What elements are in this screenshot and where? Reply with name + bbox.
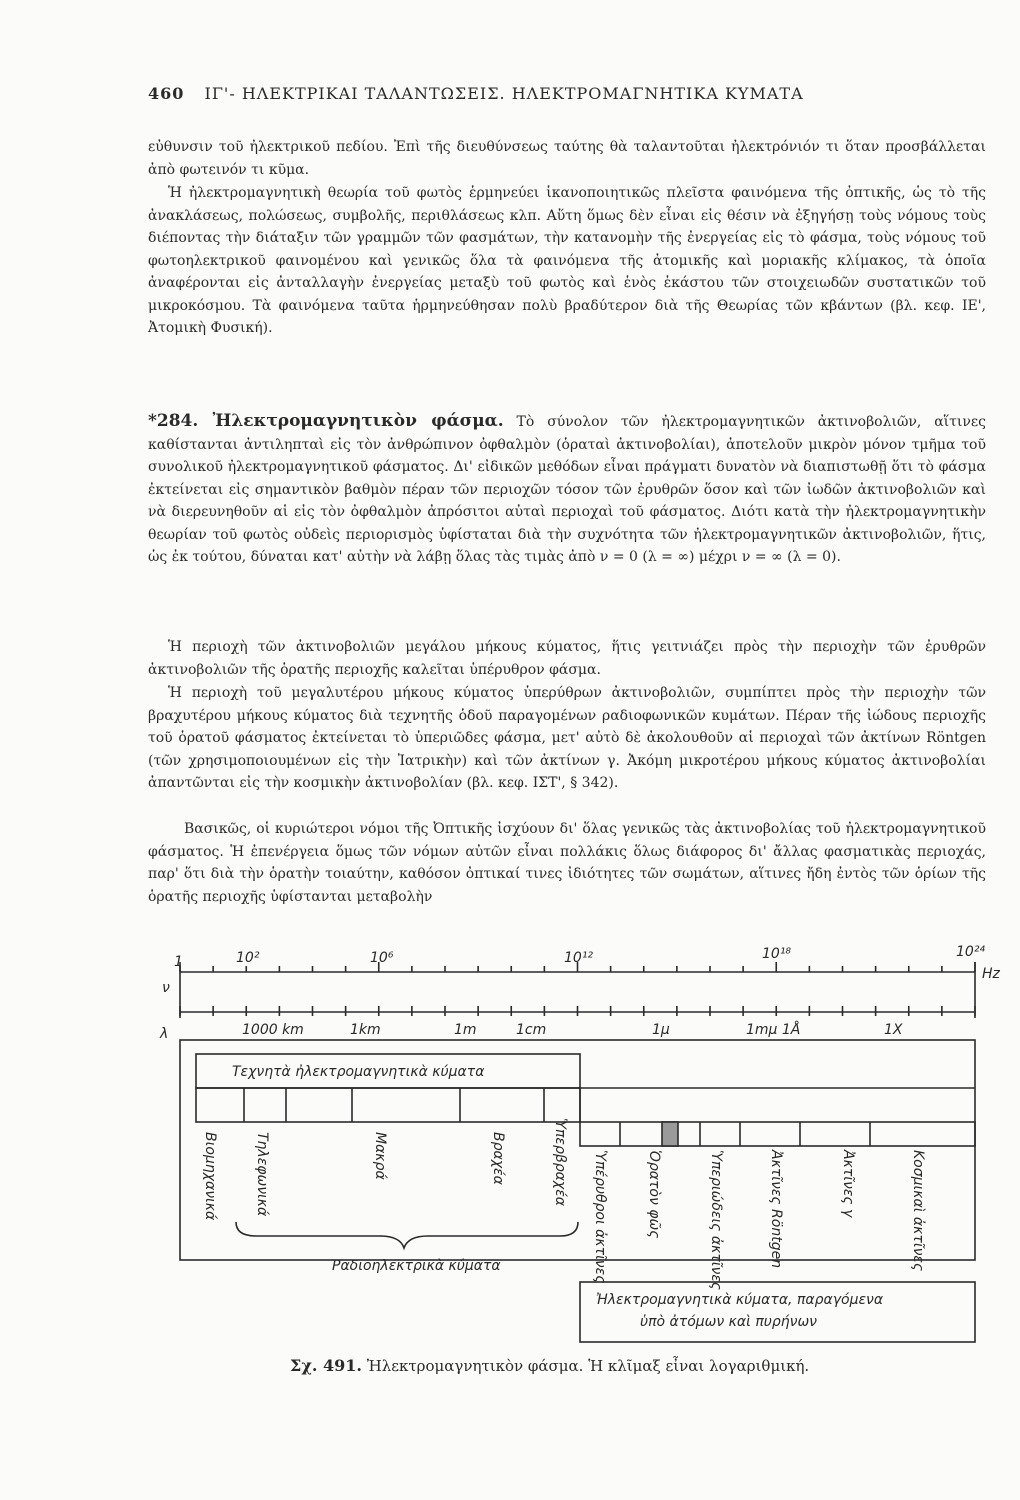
atomic-band-label-1: Ἠλεκτρομαγνητικὰ κύματα, παραγόμενα: [596, 1292, 884, 1308]
wl-label-1cm: 1cm: [516, 1022, 547, 1038]
radio-band-label: Ραδιοηλεκτρικὰ κύματα: [332, 1258, 501, 1274]
atomic-band-label-2: ὑπὸ ἀτόμων καὶ πυρήνων: [640, 1314, 817, 1330]
region-infrared: Ὑπέρυθροι ἀκτῖνες: [592, 1150, 608, 1284]
paragraph-5: Ἡ περιοχὴ τοῦ μεγαλυτέρου μήκους κύματος ὑπερύθρων ἀκτινοβολιῶν, συμπίπτει πρὸς τὴν περιοχὴν τῶν βραχυτέρου μήκους κύματος διὰ τεχνητῆς ὁδοῦ παραγομένων ραδιοφωνικῶν κυμάτων. Πέραν τῆς ἰώδους περιοχῆς τοῦ ὁρατοῦ φάσματος ἐκτείνεται τὸ ὑπεριῶδες φάσμα, μετ' αὐτὸ δὲ ἀκολουθοῦν αἱ περιοχαὶ τῶν ἀκτίνων Röntgen (τῶν χρησιμοποιουμένων εἰς τὴν Ἰατρικὴν) καὶ τῶν ἀκτίνων γ. Ἀκόμη μικροτέρου μήκους κύματος ἀκτινοβολίαι ἀπαντῶνται εἰς τὴν κοσμικὴν ἀκτινοβολίαν (βλ. κεφ. ΙΣΤ', § 342).: [148, 685, 986, 791]
paragraph-3: Τὸ σύνολον τῶν ἠλεκτρομαγνητικῶν ἀκτινοβολιῶν, αἵτινες καθίστανται ἀντιληπταὶ εἰς τὸν ἀνθρώπινον ὀφθαλμὸν (ὁραταὶ ἀκτινοβολίαι), ἀποτελοῦν μικρὸν μόνον τμῆμα τοῦ συνολικοῦ ἠλεκτρομαγνητικοῦ φάσματος. Δι' εἰδικῶν μεθόδων εἶναι πράγματι δυνατὸν νὰ διαπιστωθῇ ὅτι τὸ φάσμα ἐκτείνεται εἰς σημαντικὸν βαθμὸν πέραν τῶν περιοχῶν τόσον τῶν ἐρυθρῶν ὅσον καὶ τῶν ἰωδῶν ἀκτινοβολιῶν καὶ νὰ διερευνηθοῦν αἱ εἰς τὸν ὀφθαλμὸν ἀπρόσιτοι αὐταὶ περιοχαὶ τοῦ φάσματος. Διότι κατὰ τὴν ἠλεκτρομαγνητικὴν θεωρίαν τοῦ φωτὸς οὐδεὶς περιορισμὸς ὑφίσταται διὰ τὴν συχνότητα τῶν ἠλεκτρομαγνητικῶν ἀκτινοβολιῶν, ἥτις, ὡς ἐκ τούτου, δύναται κατ' αὐτὴν νὰ λάβῃ ὅλας τὰς τιμὰς ἀπὸ ν = 0 (λ = ∞) μέχρι ν = ∞ (λ = 0).: [148, 414, 987, 565]
wl-label-1mu: 1μ: [652, 1022, 670, 1038]
paragraph-4: Ἡ περιοχὴ τῶν ἀκτινοβολιῶν μεγάλου μήκους κύματος, ἥτις γειτνιάζει πρὸς τὴν περιοχὴν τῶν ἐρυθρῶν ἀκτινοβολιῶν τῆς ὁρατῆς περιοχῆς καλεῖται ὑπέρυθρον φάσμα.: [148, 639, 986, 678]
region-ultrashort: Ὑπερβραχέα: [552, 1118, 568, 1206]
region-ultraviolet: Ὑπεριώδεις ἀκτῖνες: [708, 1150, 724, 1291]
region-long: Μακρά: [372, 1132, 388, 1180]
region-gamma: Ἀκτῖνες γ: [840, 1150, 856, 1218]
radio-brace: [236, 1222, 578, 1248]
section-heading: *284. Ἠλεκτρομαγνητικὸν φάσμα.: [148, 411, 504, 431]
paragraph-2: Ἡ ἠλεκτρομαγνητικὴ θεωρία τοῦ φωτὸς ἑρμηνεύει ἱκανοποιητικῶς πλεῖστα φαινόμενα τῆς ὀπτικῆς, ὡς τὸ τῆς ἀνακλάσεως, πολώσεως, συμβολῆς, περιθλάσεως κλπ. Αὕτη ὅμως δὲν εἶναι εἰς θέσιν νὰ ἐξηγήσῃ τοὺς νόμους τοὺς διέποντας τὴν διάταξιν τῶν γραμμῶν τῶν φασμάτων, τὴν κατανομὴν τῆς ἐνεργείας εἰς τὸ φάσμα, τοὺς νόμους τοῦ φωτοηλεκτρικοῦ φαινομένου καὶ γενικῶς ὅλα τὰ φαινόμενα τῆς ἀτομικῆς καὶ μοριακῆς κλίμακος, τὰ ὁποῖα ἀναφέρονται εἰς ἀνταλλαγὴν ἐνεργείας μεταξὺ τοῦ φωτὸς καὶ ἑνὸς ἑκάστου τῶν στοιχειωδῶν συστατικῶν τοῦ μικροκόσμου. Τὰ φαινόμενα ταῦτα ἡρμηνεύθησαν πολὺ βραδύτερον διὰ τῆς Θεωρίας τῶν κβάντων (βλ. κεφ. ΙΕ', Ἀτομικὴ Φυσική).: [148, 185, 986, 336]
atomic-band-row: [580, 1122, 975, 1146]
artificial-band-row: [196, 1088, 580, 1122]
region-labels: [202, 1118, 926, 1290]
caption-text: Ἠλεκτρομαγνητικὸν φάσμα. Ἡ κλῖμαξ εἶναι λογαριθμική.: [366, 1357, 810, 1375]
region-cosmic: Κοσμικαὶ ἀκτῖνες: [910, 1150, 926, 1272]
paragraph-1: εὐθυνσιν τοῦ ἠλεκτρικοῦ πεδίου. Ἐπὶ τῆς διευθύνσεως ταύτης θὰ ταλαντοῦται ἠλεκτρόνιόν τι ὅταν προσβάλλεται ἀπὸ φωτεινόν τι κῦμα.: [148, 139, 986, 178]
atomic-band-box: [580, 1282, 975, 1342]
page-number: 460: [148, 84, 185, 103]
artificial-band-label: Τεχνητὰ ἠλεκτρομαγνητικὰ κύματα: [232, 1064, 485, 1080]
paragraph-6: Βασικῶς, οἱ κυριώτεροι νόμοι τῆς Ὀπτικῆς ἰσχύουν δι' ὅλας γενικῶς τὰς ἀκτινοβολίας τοῦ ἠλεκτρομαγνητικοῦ φάσματος. Ἡ ἐπενέργεια ὅμως τῶν νόμων αὐτῶν εἶναι πολλάκις ὅλως διάφορος δι' ἄλλας φασματικὰς περιοχάς, παρ' ὅτι διὰ τὴν ὁρατὴν τοιαύτην, καθόσον ὀπτικαί τινες ἰδιότητες τῶν σωμάτων, αἵτινες ἤδη ἐντὸς τῶν ὁρίων τῆς ὁρατῆς περιοχῆς ὑφίστανται μεταβολὴν: [148, 821, 986, 905]
axis-ticks: [180, 962, 975, 1016]
nu-symbol: ν: [162, 980, 170, 996]
hz-unit: Hz: [982, 966, 1000, 982]
freq-label-1: 1: [174, 954, 183, 970]
region-xray: Ἀκτῖνες Röntgen: [768, 1150, 784, 1269]
wl-label-1m: 1m: [454, 1022, 477, 1038]
region-industrial: Βιομηχανικά: [202, 1132, 218, 1221]
freq-label-1e12: 10¹²: [564, 950, 594, 966]
caption-label: Σχ. 491.: [290, 1356, 362, 1375]
freq-label-1e2: 10²: [236, 950, 260, 966]
wl-label-1mmu-1A: 1mμ 1Å: [746, 1022, 801, 1038]
visible-light-band: [662, 1122, 678, 1146]
region-telephone: Τηλεφωνικά: [254, 1132, 270, 1217]
lambda-symbol: λ: [160, 1026, 169, 1042]
region-visible: Ὁρατὸν φῶς: [646, 1150, 662, 1239]
freq-label-1e6: 10⁶: [370, 950, 394, 966]
freq-label-1e18: 10¹⁸: [762, 946, 792, 962]
wl-label-1000km: 1000 km: [242, 1022, 304, 1038]
freq-label-1e24: 10²⁴: [956, 944, 986, 960]
region-short: Βραχέα: [490, 1132, 506, 1185]
wl-label-1km: 1km: [350, 1022, 381, 1038]
wl-label-1X: 1X: [884, 1022, 903, 1038]
running-title: ΙΓ'- ΗΛΕΚΤΡΙΚΑΙ ΤΑΛΑΝΤΩΣΕΙΣ. ΗΛΕΚΤΡΟΜΑΓΝΗΤΙΚΑ ΚΥΜΑΤΑ: [204, 84, 804, 103]
figure-caption: [290, 1356, 809, 1375]
